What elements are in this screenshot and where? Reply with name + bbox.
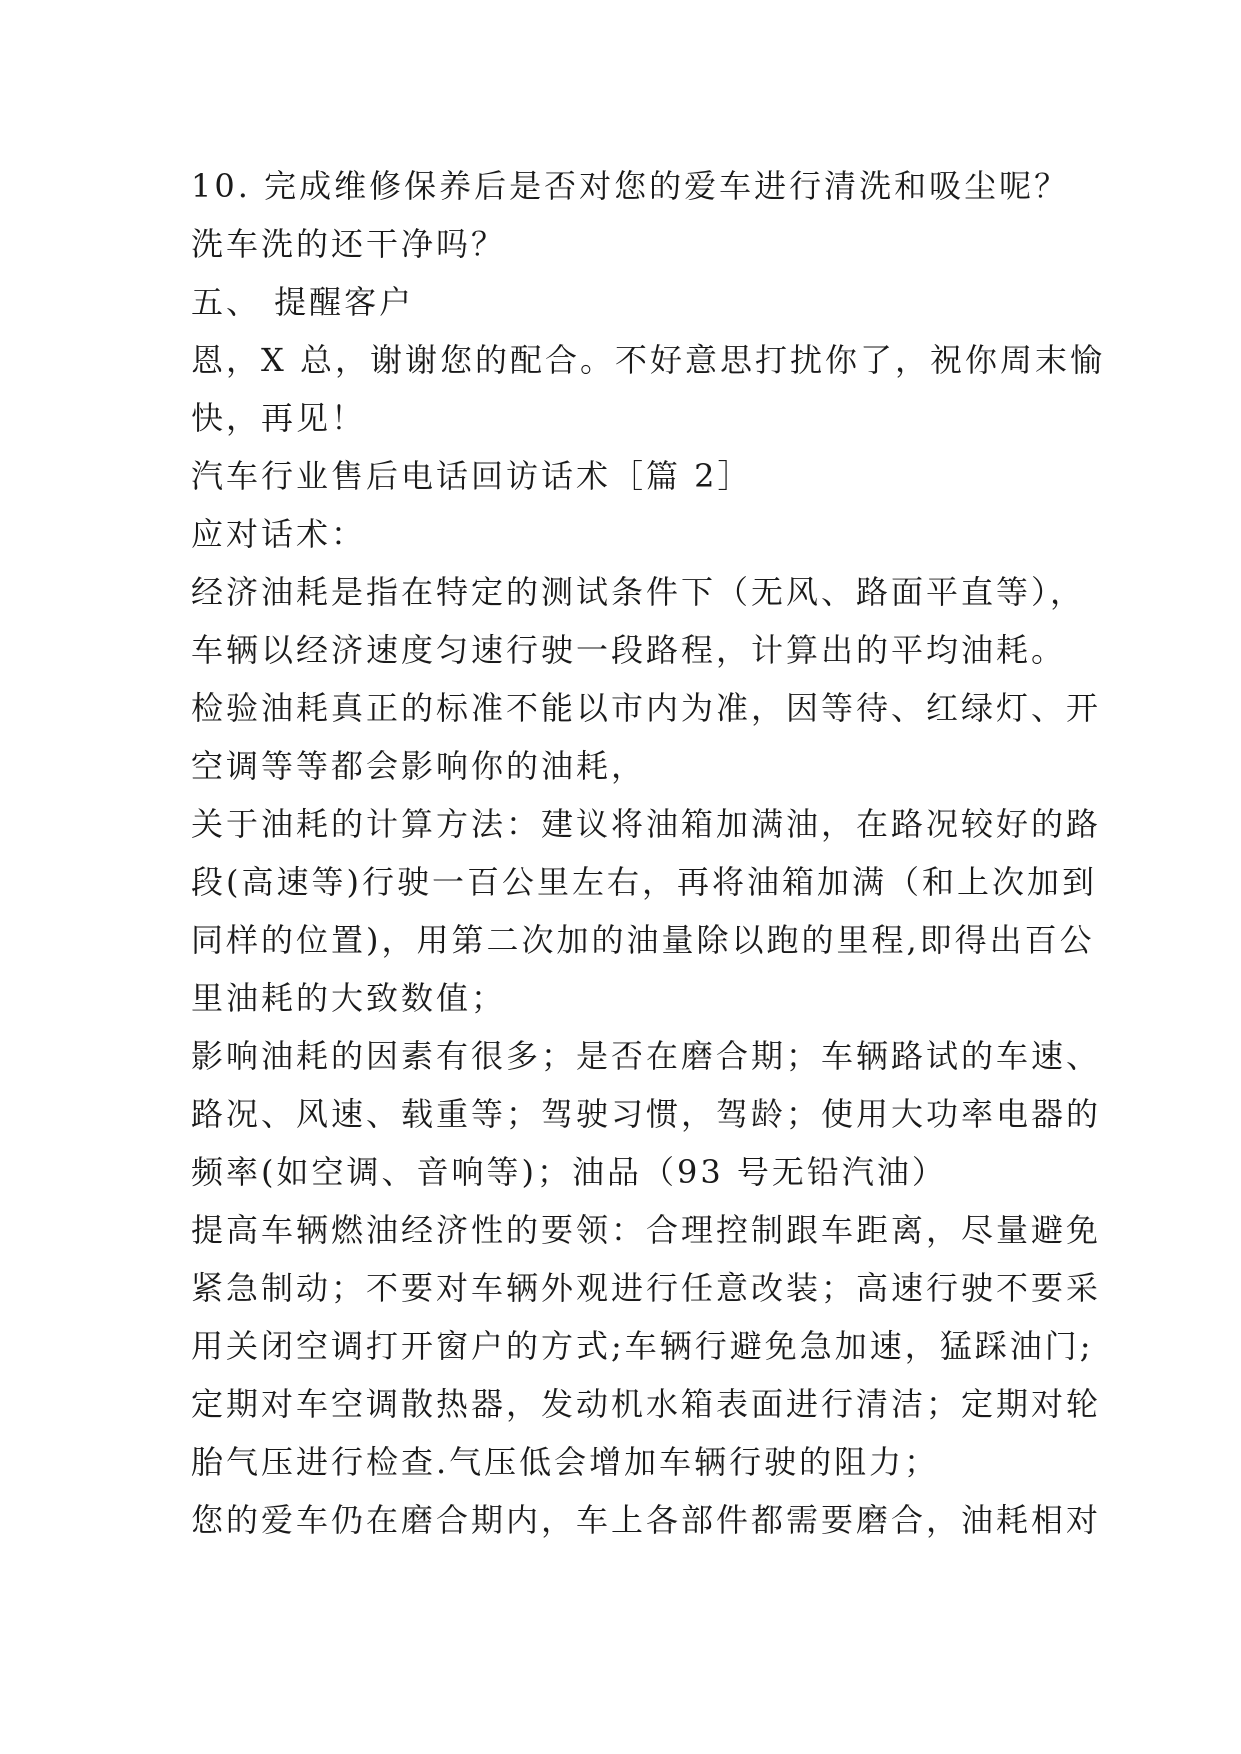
- text-line: 定期对车空调散热器，发动机水箱表面进行清洁；定期对轮: [191, 1385, 1102, 1423]
- text-line: 空调等等都会影响你的油耗，: [191, 747, 647, 785]
- text-line: 提高车辆燃油经济性的要领：合理控制跟车距离，尽量避免: [191, 1211, 1102, 1249]
- text-line: 您的爱车仍在磨合期内，车上各部件都需要磨合，油耗相对: [191, 1501, 1102, 1539]
- text-line: 经济油耗是指在特定的测试条件下（无风、路面平直等），: [191, 573, 1086, 611]
- text-line: 紧急制动；不要对车辆外观进行任意改装；高速行驶不要采: [191, 1269, 1102, 1307]
- text-line: 路况、风速、载重等；驾驶习惯，驾龄；使用大功率电器的: [191, 1095, 1102, 1133]
- text-line: 用关闭空调打开窗户的方式;车辆行避免急加速，猛踩油门;: [191, 1327, 1094, 1365]
- article-title: 汽车行业售后电话回访话术［篇 2］: [191, 457, 753, 495]
- text-line: 快，再见！: [191, 399, 367, 437]
- text-line: 洗车洗的还干净吗？: [191, 225, 507, 263]
- text-line: 同样的位置)，用第二次加的油量除以跑的里程,即得出百公: [191, 921, 1095, 959]
- section-heading: 五、 提醒客户: [191, 283, 415, 321]
- text-line: 影响油耗的因素有很多；是否在磨合期；车辆路试的车速、: [191, 1037, 1102, 1075]
- text-line: 胎气压进行检查.气压低会增加车辆行驶的阻力；: [191, 1443, 940, 1481]
- text-line: 段(高速等)行驶一百公里左右，再将油箱加满（和上次加到: [191, 863, 1097, 901]
- text-line: 应对话术：: [191, 515, 367, 553]
- text-line: 频率(如空调、音响等)；油品（93 号无铅汽油）: [191, 1153, 947, 1191]
- text-line: 车辆以经济速度匀速行驶一段路程，计算出的平均油耗。: [191, 631, 1067, 669]
- text-line: 检验油耗真正的标准不能以市内为准，因等待、红绿灯、开: [191, 689, 1102, 727]
- text-line: 10. 完成维修保养后是否对您的爱车进行清洗和吸尘呢？: [191, 167, 1070, 205]
- text-line: 里油耗的大致数值；: [191, 979, 507, 1017]
- text-line: 关于油耗的计算方法：建议将油箱加满油，在路况较好的路: [191, 805, 1102, 843]
- text-line: 恩，X 总，谢谢您的配合。不好意思打扰你了，祝你周末愉: [191, 341, 1105, 379]
